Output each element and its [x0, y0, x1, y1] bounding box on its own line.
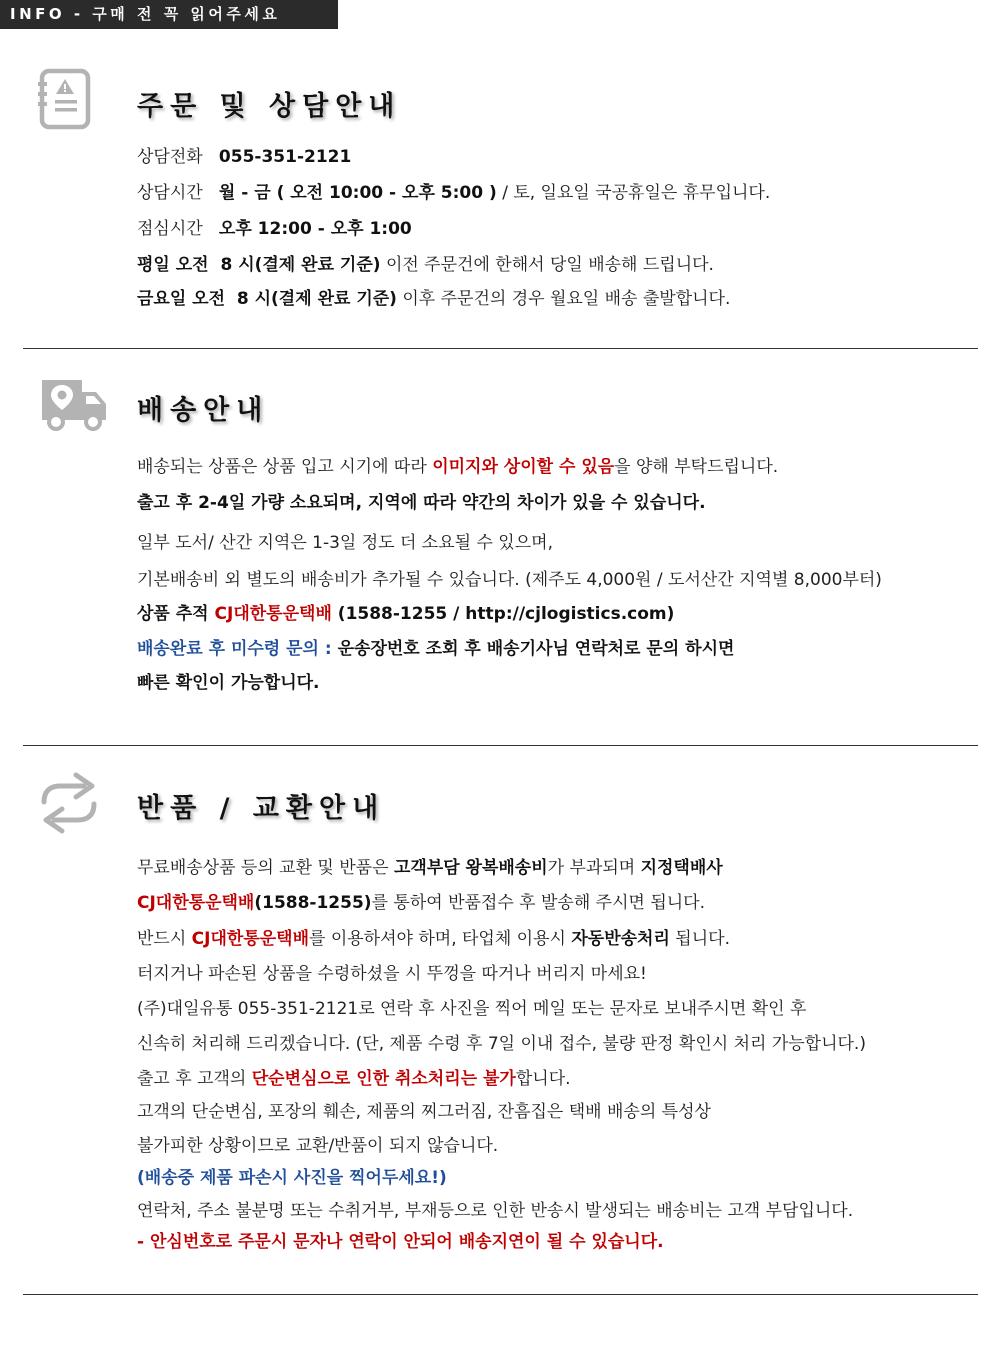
text: 를 통하여 반품접수 후 발송해 주시면 됩니다. [371, 893, 706, 913]
courier-contact: (1588-1255 / http://cjlogistics.com) [331, 604, 675, 624]
delivery-line-3: 일부 도서/ 산간 지역은 1-3일 정도 더 소요될 수 있으며, [137, 533, 553, 553]
return-line-4: 터지거나 파손된 상품을 수령하셨을 시 뚜껑을 따거나 버리지 마세요! [137, 964, 647, 984]
auto-return-notice: 자동반송처리 [571, 929, 670, 949]
section-divider [23, 745, 978, 746]
lunch-label: 점심시간 [137, 219, 203, 239]
section-divider [23, 348, 978, 349]
courier-name: CJ대한통운택배 [214, 604, 332, 624]
text: 반드시 [137, 929, 192, 949]
return-line-8: 고객의 단순변심, 포장의 훼손, 제품의 찌그러짐, 잔흠집은 택배 배송의 특성상 [137, 1102, 711, 1122]
friday-note: 이후 주문건의 경우 월요일 배송 출발합니다. [402, 289, 731, 309]
text: 배송되는 상품은 상품 입고 시기에 따라 [137, 457, 433, 477]
delivery-truck-icon [40, 376, 108, 436]
phone-number: 055-351-2121 [218, 147, 352, 167]
delivery-line-4: 기본배송비 외 별도의 배송비가 추가될 수 있습니다. (제주도 4,000원 / 도서산간 지역별 8,000부터) [137, 570, 882, 590]
text: 운송장번호 조회 후 배송기사님 연락처로 문의 하시면 [331, 639, 735, 659]
image-difference-warning: 이미지와 상이할 수 있음 [432, 457, 615, 477]
delivery-line-2: 출고 후 2-4일 가량 소요되며, 지역에 따라 약간의 차이가 있을 수 있습니다. [137, 493, 706, 513]
phone-label: 상담전화 [137, 147, 203, 167]
return-line-9: 불가피한 상황이므로 교환/반품이 되지 않습니다. [137, 1136, 499, 1156]
info-badge: INFO - 구매 전 꼭 읽어주세요 [0, 0, 338, 29]
friday-cutoff: 금요일 오전 8 시(결제 완료 기준) [137, 289, 397, 309]
section-divider [23, 1294, 978, 1295]
return-line-2 [137, 891, 705, 915]
return-section-title: 반품 / 교환안내 [137, 793, 386, 824]
delivery-inquiry-line [137, 637, 734, 661]
order-hours-line [137, 181, 770, 205]
text: 합니다. [515, 1069, 571, 1089]
exchange-arrows-icon [40, 772, 98, 838]
return-line-5: (주)대일유통 055-351-2121로 연락 후 사진을 찍어 메일 또는 문자로 보내주시면 확인 후 [137, 999, 807, 1019]
return-line-6: 신속히 처리해 드리겠습니다. (단, 제품 수령 후 7일 이내 접수, 불량 판정 확인시 처리 가능합니다.) [137, 1034, 866, 1054]
weekday-cutoff: 평일 오전 8 시(결제 완료 기준) [137, 255, 381, 275]
courier-phone: (1588-1255) [254, 893, 372, 913]
inquiry-label: 배송완료 후 미수령 문의 : [137, 639, 332, 659]
order-section-title: 주문 및 상담안내 [137, 91, 402, 122]
order-weekday-line [137, 253, 714, 277]
hours-value: 월 - 금 ( 오전 10:00 - 오후 5:00 ) [218, 183, 497, 203]
text: 됩니다. [669, 929, 730, 949]
clipboard-icon [38, 68, 92, 134]
return-line-7 [137, 1067, 571, 1091]
courier-name: CJ대한통운택배 [137, 893, 255, 913]
delivery-line-1 [137, 455, 778, 479]
delivery-line-7: 빠른 확인이 가능합니다. [137, 673, 320, 693]
text: 가 부과되며 [547, 858, 641, 878]
weekday-note: 이전 주문건에 한해서 당일 배송해 드립니다. [385, 255, 714, 275]
text: 를 이용하셔야 하며, 타업체 이용시 [309, 929, 572, 949]
text: 출고 후 고객의 [137, 1069, 252, 1089]
order-lunch-line [137, 217, 412, 241]
lunch-value: 오후 12:00 - 오후 1:00 [218, 219, 412, 239]
hours-suffix: / 토, 일요일 국공휴일은 휴무입니다. [502, 183, 771, 203]
courier-name: CJ대한통운택배 [191, 929, 310, 949]
delivery-tracking-line [137, 602, 674, 626]
designated-courier: 지정택배사 [640, 858, 723, 878]
hours-label: 상담시간 [137, 183, 203, 203]
text: 무료배송상품 등의 교환 및 반품은 [137, 858, 394, 878]
text: 을 양해 부탁드립니다. [614, 457, 779, 477]
return-photo-notice: (배송중 제품 파손시 사진을 찍어두세요!) [137, 1168, 447, 1188]
return-line-3 [137, 927, 730, 951]
delivery-section-title: 배송안내 [137, 395, 270, 426]
return-delay-warning: - 안심번호로 주문시 문자나 연락이 안되어 배송지연이 될 수 있습니다. [137, 1232, 664, 1252]
order-phone-line [137, 145, 351, 169]
cancel-not-allowed: 단순변심으로 인한 취소처리는 불가 [251, 1069, 516, 1089]
order-friday-line [137, 287, 730, 311]
round-trip-fee: 고객부담 왕복배송비 [393, 858, 548, 878]
return-line-11: 연락처, 주소 불분명 또는 수취거부, 부재등으로 인한 반송시 발생되는 배송비는 고객 부담입니다. [137, 1201, 854, 1221]
return-line-1 [137, 856, 723, 880]
text: 상품 추적 [137, 604, 215, 624]
